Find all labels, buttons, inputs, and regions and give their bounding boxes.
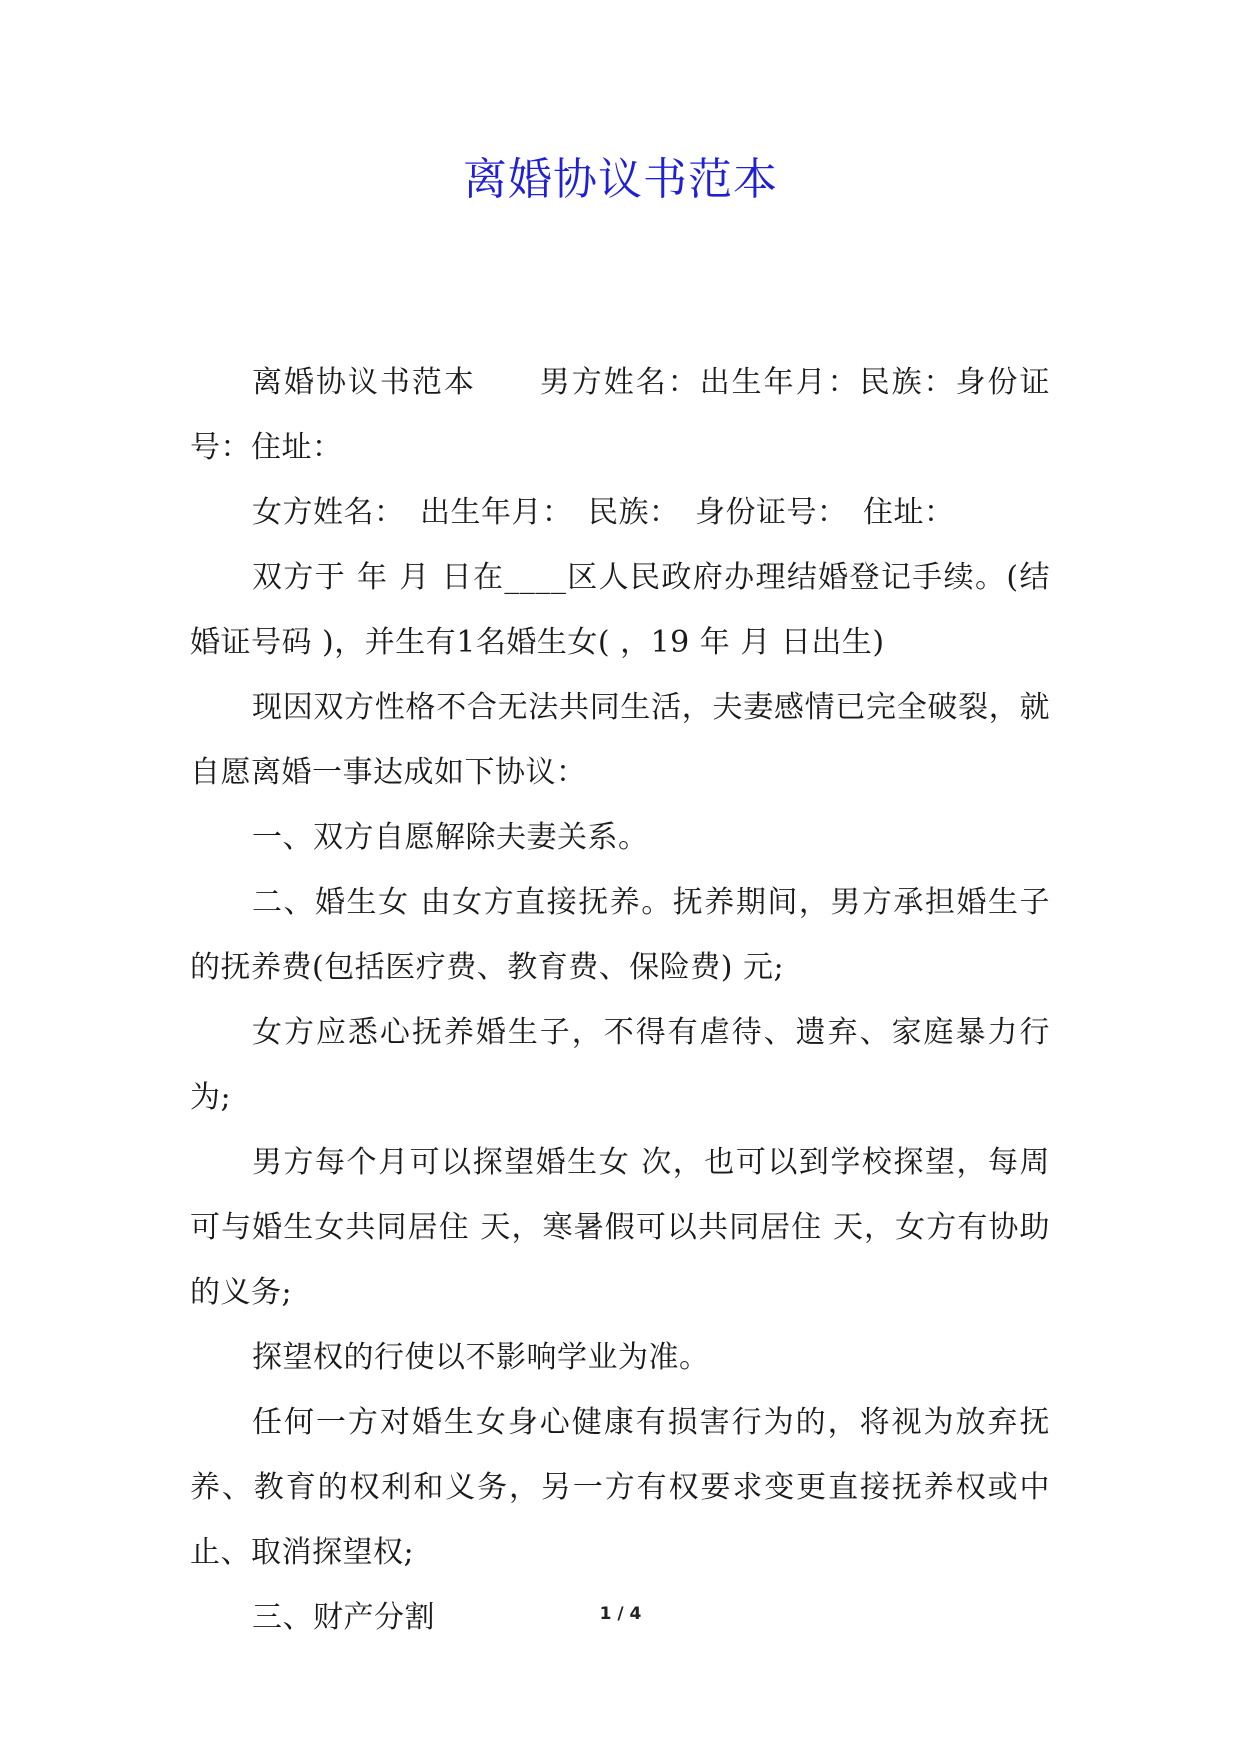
paragraph-custody-duty: 女方应悉心抚养婚生子，不得有虐待、遗弃、家庭暴力行为; xyxy=(190,1015,1050,1115)
page-number: 1 / 4 xyxy=(599,1604,642,1624)
paragraph-visitation: 男方每个月可以探望婚生女 次，也可以到学校探望，每周可与婚生女共同居住 天，寒暑假可以共同居住 天，女方有协助的义务; xyxy=(190,1145,1050,1310)
paragraph-harm-clause: 任何一方对婚生女身心健康有损害行为的，将视为放弃抚养、教育的权利和义务，另一方有权要求变更直接抚养权或中止、取消探望权; xyxy=(190,1405,1050,1570)
document-title: 离婚协议书范本 xyxy=(463,154,778,205)
paragraph-male-info: 离婚协议书范本 男方姓名：出生年月：民族：身份证号：住址： xyxy=(190,365,1050,465)
paragraph-female-info: 女方姓名： 出生年月： 民族： 身份证号： 住址： xyxy=(252,495,955,530)
paragraph-visitation-limit: 探望权的行使以不影响学业为准。 xyxy=(252,1340,710,1375)
paragraph-reason: 现因双方性格不合无法共同生活，夫妻感情已完全破裂，就自愿离婚一事达成如下协议： xyxy=(190,690,1050,790)
paragraph-marriage-registration: 双方于 年 月 日在____区人民政府办理结婚登记手续。(结婚证号码 )，并生有1名婚生女( ，19 年 月 日出生) xyxy=(190,560,1050,660)
document-body xyxy=(190,350,1050,1650)
paragraph-clause-1: 一、双方自愿解除夫妻关系。 xyxy=(252,820,649,855)
paragraph-clause-3: 三、财产分割 xyxy=(252,1600,435,1635)
paragraph-clause-2: 二、婚生女 由女方直接抚养。抚养期间，男方承担婚生子的抚养费(包括医疗费、教育费、保险费) 元; xyxy=(190,885,1050,985)
